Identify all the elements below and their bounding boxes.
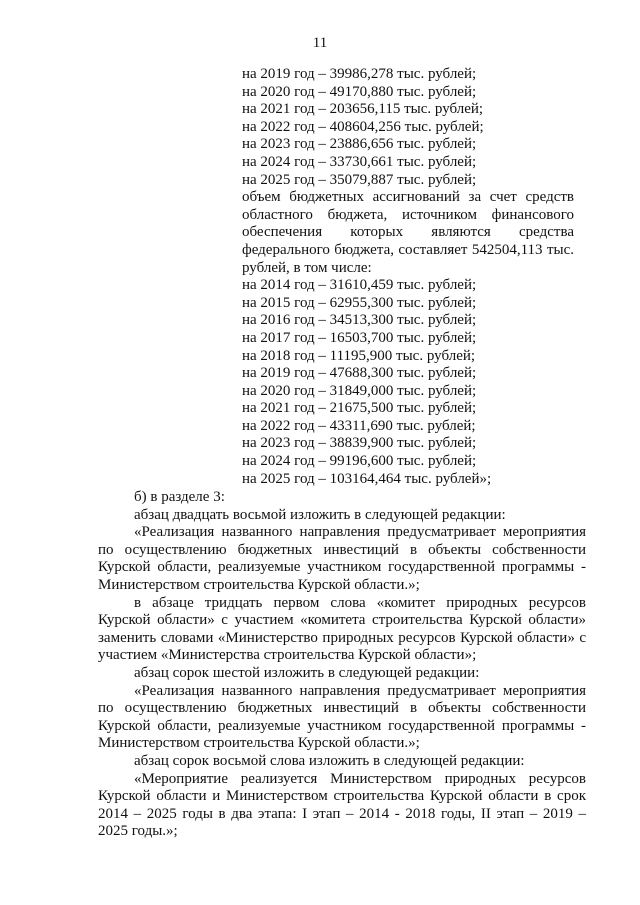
text-line: заменить словами «Министерство природных ресурсов Курской области» с [98, 629, 586, 646]
text-line: Курской области» с участием «комитета строительства Курской области» [98, 612, 586, 629]
paragraph-amendment-31 [98, 595, 586, 665]
funding-list-2014-2025 [242, 277, 574, 488]
paragraph-quote-1 [98, 524, 586, 594]
text-line: участием «Министерства строительства Курской области»; [98, 647, 477, 664]
funding-line: на 2021 год – 203656,115 тыс. рублей; [242, 101, 484, 118]
funding-line: на 2020 год – 31849,000 тыс. рублей; [242, 382, 477, 399]
paragraph-amendment-48: абзац сорок восьмой слова изложить в следующей редакции: [134, 752, 525, 769]
funding-line: на 2015 год – 62955,300 тыс. рублей; [242, 294, 477, 311]
funding-line: на 2024 год – 33730,661 тыс. рублей; [242, 153, 477, 170]
intro-line: федерального бюджета, составляет 542504,113 тыс. [242, 241, 574, 258]
section-b [98, 489, 586, 841]
funding-line: на 2019 год – 39986,278 тыс. рублей; [242, 66, 477, 82]
text-line: 2014 – 2025 годы в два этапа: I этап – 2014 - 2018 годы, II этап – 2019 – [98, 805, 586, 822]
paragraph-amendment-28: абзац двадцать восьмой изложить в следующей редакции: [134, 506, 506, 523]
paragraph-amendment-46: абзац сорок шестой изложить в следующей редакции: [134, 664, 480, 681]
funding-block [242, 66, 574, 488]
intro-line: объем бюджетных ассигнований за счет средств [242, 189, 574, 206]
funding-line: на 2017 год – 16503,700 тыс. рублей; [242, 329, 477, 346]
text-line: 2025 годы.»; [98, 823, 178, 840]
text-line: Курской области, реализуемые участником государственной программы - [98, 717, 586, 734]
text-line: Министерством строительства Курской области.»; [98, 735, 420, 752]
federal-budget-intro [242, 189, 574, 277]
funding-line: на 2020 год – 49170,880 тыс. рублей; [242, 83, 477, 100]
funding-line: на 2016 год – 34513,300 тыс. рублей; [242, 312, 477, 329]
funding-line: на 2022 год – 43311,690 тыс. рублей; [242, 417, 476, 434]
intro-line: рублей, в том числе: [242, 259, 372, 276]
page-number: 11 [312, 35, 328, 51]
text-line: «Реализация названного направления предусматривает мероприятия [134, 524, 586, 541]
text-line: Курской области, реализуемые участником государственной программы - [98, 559, 586, 576]
text-line: Министерством строительства Курской области.»; [98, 576, 420, 593]
text-line: «Мероприятие реализуется Министерством природных ресурсов [134, 770, 586, 787]
funding-line: на 2023 год – 23886,656 тыс. рублей; [242, 136, 477, 153]
funding-line: на 2014 год – 31610,459 тыс. рублей; [242, 277, 477, 294]
funding-line: на 2021 год – 21675,500 тыс. рублей; [242, 400, 477, 417]
intro-line: обеспечения которых являются средства [242, 224, 574, 241]
funding-line: на 2019 год – 47688,300 тыс. рублей; [242, 365, 477, 382]
text-line: по осуществлению бюджетных инвестиций в объекты собственности [98, 700, 586, 717]
funding-line: на 2018 год – 11195,900 тыс. рублей; [242, 347, 476, 364]
section-heading: б) в разделе 3: [134, 489, 225, 505]
funding-line: на 2025 год – 103164,464 тыс. рублей»; [242, 470, 492, 487]
text-line: «Реализация названного направления предусматривает мероприятия [134, 682, 586, 699]
text-line: Курской области и Министерством строительства Курской области в срок [98, 788, 586, 805]
funding-list-2019-2025 [242, 66, 574, 189]
text-line: в абзаце тридцать первом слова «комитет природных ресурсов [134, 594, 586, 611]
intro-line: областного бюджета, источником финансового [242, 206, 574, 223]
funding-line: на 2025 год – 35079,887 тыс. рублей; [242, 171, 477, 188]
text-line: по осуществлению бюджетных инвестиций в объекты собственности [98, 541, 586, 558]
paragraph-quote-3 [98, 771, 586, 841]
paragraph-quote-2 [98, 683, 586, 753]
funding-line: на 2022 год – 408604,256 тыс. рублей; [242, 118, 484, 135]
funding-line: на 2024 год – 99196,600 тыс. рублей; [242, 453, 477, 470]
funding-line: на 2023 год – 38839,900 тыс. рублей; [242, 435, 477, 452]
